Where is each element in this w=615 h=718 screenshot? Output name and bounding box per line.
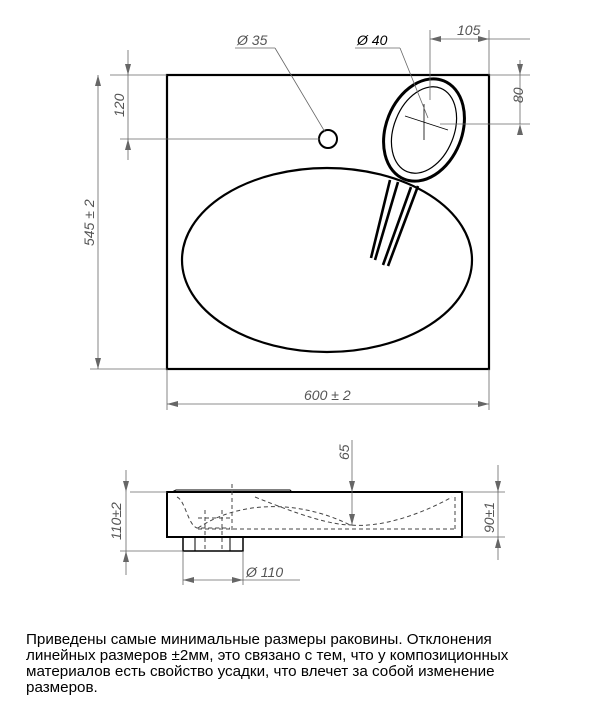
dim-120: 120 <box>111 93 127 117</box>
dim-105: 105 <box>457 22 481 38</box>
basin-bowl <box>182 168 472 352</box>
top-dimension-lines <box>90 30 530 410</box>
dim-drain-diameter: Ø 110 <box>246 564 284 580</box>
note-line: Приведены самые минимальные размеры раковины. Отклонения <box>26 631 492 648</box>
sink-outline <box>167 75 489 369</box>
hidden-lines <box>177 484 455 550</box>
drain-outlet <box>183 537 243 551</box>
note-line: размеров. <box>26 679 98 696</box>
side-arrowheads <box>123 481 501 583</box>
dim-110: 110±2 <box>108 502 124 540</box>
dim-80: 80 <box>510 87 526 103</box>
side-view <box>108 440 505 585</box>
dim-hole-diameter: Ø 35 <box>237 32 268 48</box>
size-note <box>26 632 611 696</box>
dim-65: 65 <box>336 444 352 460</box>
top-view <box>81 22 530 410</box>
mixer-spout <box>369 67 479 266</box>
dim-545: 545 ± 2 <box>81 199 97 246</box>
note-line: линейных размеров ±2мм, это связано с тем, что у композиционных <box>26 647 509 664</box>
side-dimension-lines <box>120 440 505 585</box>
dim-600: 600 ± 2 <box>304 387 351 403</box>
side-outline <box>167 492 462 537</box>
tap-hole <box>319 130 337 148</box>
dim-spout-diameter: Ø 40 <box>357 32 388 48</box>
note-line: материалов есть свойство усадки, что влечет за собой изменение <box>26 663 495 680</box>
dim-90: 90±1 <box>481 501 497 533</box>
